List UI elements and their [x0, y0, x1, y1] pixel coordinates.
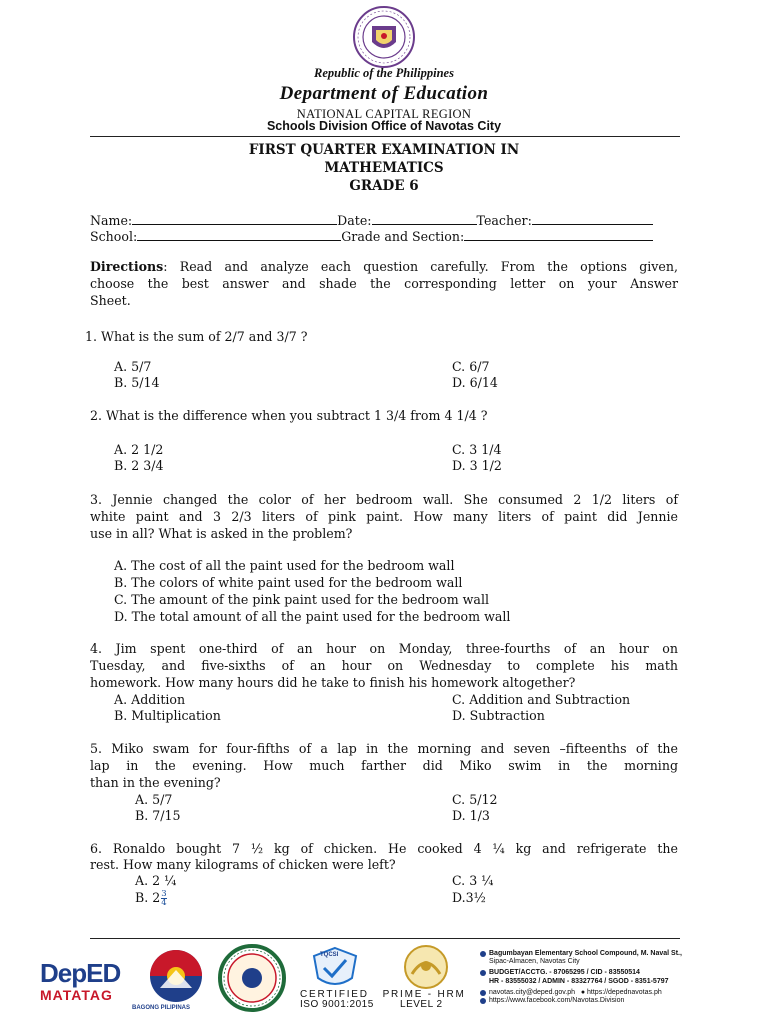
date-blank[interactable]	[372, 212, 477, 225]
q1-option-a[interactable]: A. 5/7	[114, 359, 152, 374]
name-label: Name:	[90, 213, 133, 228]
q4-option-b[interactable]: B. Multiplication	[114, 708, 221, 723]
question-4-line1: 4. Jim spent one-third of an hour on Monday, three-fourths of an hour on	[90, 641, 678, 656]
certification-block	[300, 990, 466, 1010]
q2-option-d[interactable]: D. 3 1/2	[452, 458, 502, 473]
facebook-line	[480, 997, 768, 1005]
grade-section-blank[interactable]	[464, 228, 653, 241]
q6-option-a[interactable]: A. 2 ¼	[135, 873, 177, 888]
exam-title-line3: GRADE 6	[349, 178, 419, 194]
footer-divider	[90, 938, 680, 939]
address-line2: Sipac-Almacen, Navotas City	[489, 958, 580, 966]
directions-label: Directions	[90, 259, 164, 274]
q4-option-a[interactable]: A. Addition	[114, 692, 186, 707]
q4-option-d[interactable]: D. Subtraction	[452, 708, 545, 723]
deped-seal-logo	[346, 6, 422, 68]
prime-text: PRIME - HRM	[382, 989, 466, 1000]
department-heading: Department of Education	[279, 83, 489, 104]
region-heading: NATIONAL CAPITAL REGION	[296, 107, 472, 121]
address-line1: Bagumbayan Elementary School Compound, M. Naval St.,	[480, 950, 768, 958]
mixed-fraction: $\frac{3}{4}$	[161, 889, 167, 908]
q3-option-c[interactable]: C. The amount of the pink paint used for the bedroom wall	[114, 592, 489, 607]
phone-line1: BUDGET/ACCTG. - 87065295 / CID - 83550514	[480, 969, 768, 977]
contact-info	[480, 950, 768, 1005]
q1-option-d[interactable]: D. 6/14	[452, 375, 498, 390]
q2-option-c[interactable]: C. 3 1/4	[452, 442, 502, 457]
phone-line2: HR - 83555032 / ADMIN - 83327764 / SGOD - 8351-5797	[489, 977, 669, 985]
q3-option-d[interactable]: D. The total amount of all the paint used for the bedroom wall	[114, 609, 511, 624]
facebook-icon	[480, 998, 486, 1004]
question-4-line2: Tuesday, and five-sixths of an hour on Wednesday to complete his math	[90, 658, 678, 673]
bagong-pilipinas-text: BAGONG PILIPINAS	[132, 1005, 191, 1011]
name-blank[interactable]	[132, 212, 337, 225]
teacher-label: Teacher:	[476, 213, 532, 228]
directions-line1: Directions: Read and analyze each question carefully. From the options given,	[90, 259, 678, 274]
facebook-link[interactable]: https://www.facebook.com/Navotas.Division	[489, 997, 625, 1005]
teacher-blank[interactable]	[532, 212, 653, 225]
q5-option-a[interactable]: A. 5/7	[135, 792, 173, 807]
q4-option-c[interactable]: C. Addition and Subtraction	[452, 692, 631, 707]
exam-title-line1: FIRST QUARTER EXAMINATION IN	[248, 142, 520, 158]
email-site-line	[480, 989, 768, 997]
school-label: School:	[90, 229, 138, 244]
certified-text: CERTIFIED	[300, 989, 369, 1000]
question-3-line2: white paint and 3 2/3 liters of pink paint. How many liters of paint did Jennie	[90, 509, 678, 524]
directions-line3: Sheet.	[90, 293, 131, 308]
globe-icon: ●	[580, 988, 586, 996]
q6-option-d[interactable]: D.3½	[452, 890, 486, 905]
location-pin-icon	[480, 951, 486, 957]
q6-option-c[interactable]: C. 3 ¼	[452, 873, 494, 888]
exam-title-line2: MATHEMATICS	[324, 160, 444, 176]
q5-option-c[interactable]: C. 5/12	[452, 792, 498, 807]
website-link[interactable]: https://depednavotas.ph	[587, 988, 662, 996]
prime-hrm-logo	[398, 944, 454, 990]
header-divider	[90, 136, 680, 137]
division-heading: Schools Division Office of Navotas City	[266, 119, 502, 133]
school-blank[interactable]	[137, 228, 341, 241]
deped-matatag-logo	[40, 958, 120, 1003]
phone-icon	[480, 970, 486, 976]
iso-text: ISO 9001:2015	[300, 999, 374, 1010]
q2-option-a[interactable]: A. 2 1/2	[114, 442, 164, 457]
q5-option-b[interactable]: B. 7/15	[135, 808, 181, 823]
republic-heading: Republic of the Philippines	[314, 66, 454, 80]
question-5-line2: lap in the evening. How much farther did Miko swim in the morning	[90, 758, 678, 773]
question-3-line1: 3. Jennie changed the color of her bedroom wall. She consumed 2 1/2 liters of	[90, 492, 678, 507]
q2-option-b[interactable]: B. 2 3/4	[114, 458, 164, 473]
question-2: 2. What is the difference when you subtract 1 3/4 from 4 1/4 ?	[90, 408, 488, 423]
question-6-line1: 6. Ronaldo bought 7 ½ kg of chicken. He cooked 4 ¼ kg and refrigerate the	[90, 841, 678, 856]
bagong-pilipinas-logo	[140, 948, 212, 1004]
question-6-line2: rest. How many kilograms of chicken were left?	[90, 857, 396, 872]
q3-option-b[interactable]: B. The colors of white paint used for the bedroom wall	[114, 575, 463, 590]
question-4-line3: homework. How many hours did he take to finish his homework altogether?	[90, 675, 576, 690]
q1-option-b[interactable]: B. 5/14	[114, 375, 160, 390]
email-icon	[480, 990, 486, 996]
email-link[interactable]: navotas.city@deped.gov.ph	[489, 988, 575, 996]
question-5-line1: 5. Miko swam for four-fifths of a lap in the morning and seven –fifteenths of the	[90, 741, 678, 756]
question-3-line3: use in all? What is asked in the problem?	[90, 526, 353, 541]
name-date-teacher-row	[90, 212, 678, 228]
question-1: 1. What is the sum of 2/7 and 3/7 ?	[85, 329, 308, 344]
q5-option-d[interactable]: D. 1/3	[452, 808, 490, 823]
question-5-line3: than in the evening?	[90, 775, 221, 790]
level-text: LEVEL 2	[400, 999, 443, 1010]
grade-section-label: Grade and Section:	[341, 229, 465, 244]
matatag-wordmark: MATATAG	[40, 987, 113, 1003]
deped-wordmark: DepED	[40, 958, 121, 988]
directions-line2: choose the best answer and shade the corresponding letter on your Answer	[90, 276, 678, 291]
sdo-navotas-seal	[218, 944, 286, 1012]
date-label: Date:	[337, 213, 372, 228]
q1-option-c[interactable]: C. 6/7	[452, 359, 490, 374]
tqcsi-text: TQCSI	[320, 952, 339, 958]
q6-option-b[interactable]: B. 2 $\frac{3}{4}$	[135, 889, 167, 908]
q3-option-a[interactable]: A. The cost of all the paint used for the bedroom wall	[114, 558, 455, 573]
school-grade-row	[90, 228, 678, 244]
